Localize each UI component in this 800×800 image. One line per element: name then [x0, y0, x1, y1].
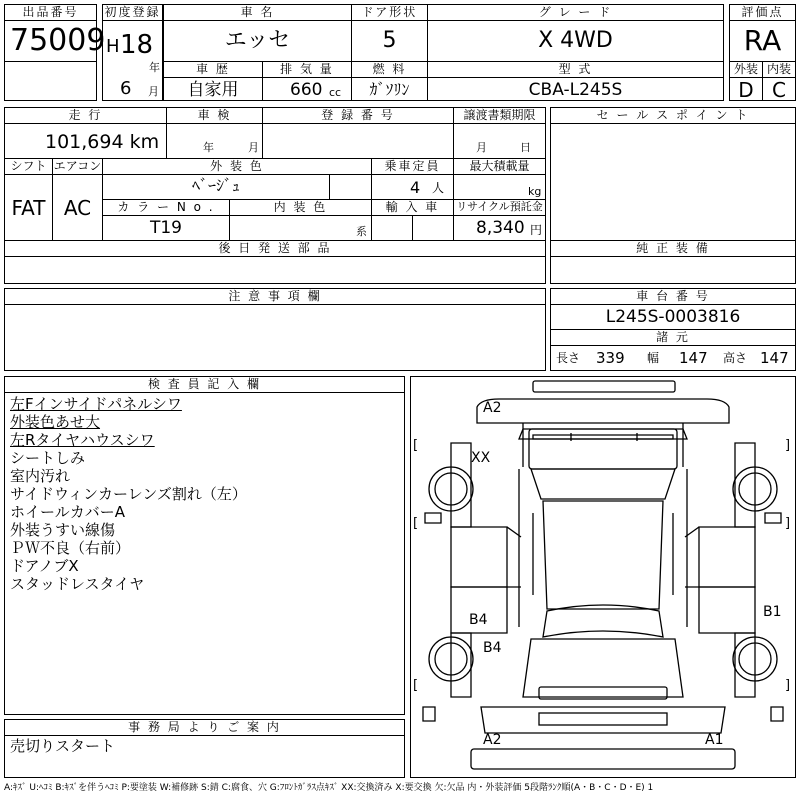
- import-label: 輸 入 車: [371, 199, 454, 216]
- history-label: 車 歴: [163, 61, 263, 78]
- era: H: [106, 36, 120, 57]
- shift-label: シフト: [4, 158, 53, 175]
- month-unit: 月: [148, 85, 159, 98]
- displacement-label: 排 気 量: [262, 61, 352, 78]
- office-label: 事 務 局 よ り ご 案 内: [4, 719, 405, 736]
- reg-month: 6: [120, 78, 132, 99]
- bracket-front-left: [: [413, 438, 419, 453]
- inspection-year-unit: 年: [203, 141, 214, 154]
- displacement-unit: cc: [329, 86, 342, 99]
- car-name: エッセ: [224, 28, 291, 53]
- chassis-number-label: 車 台 番 号: [550, 288, 796, 305]
- inspector-note: 外装色あせ大: [10, 413, 101, 431]
- sales-point-label: セ ー ル ス ポ イ ン ト: [550, 107, 796, 124]
- mileage: 101,694 km: [45, 131, 160, 153]
- inspector-note: 室内汚れ: [10, 467, 71, 485]
- caution-label: 注 意 事 項 欄: [4, 288, 546, 305]
- model-label: 型 式: [427, 61, 724, 78]
- width: 147: [679, 349, 708, 367]
- inspector-note: シートしみ: [10, 449, 86, 467]
- lot-number-label: 出品番号: [4, 4, 97, 21]
- damage-diagram-box: [410, 376, 796, 778]
- interior-color-label: 内 装 色: [229, 199, 372, 216]
- recycle-fee-unit: 円: [530, 223, 543, 237]
- grade: X 4WD: [538, 28, 613, 53]
- first-registration-label: 初度登録: [102, 4, 163, 21]
- capacity: 4: [410, 178, 421, 197]
- registration-number-label: 登 録 番 号: [262, 107, 454, 124]
- capacity-label: 乗車定員: [371, 158, 454, 175]
- score-label: 評価点: [729, 4, 796, 21]
- exterior-grade: D: [738, 78, 754, 102]
- model-code: CBA-L245S: [528, 80, 623, 100]
- legend: A:ｷｽﾞ U:ﾍｺﾐ B:ｷｽﾞを伴うﾍｺﾐ P:要塗装 W:補修跡 S:錆 C:腐食、穴 G:ﾌﾛﾝﾄｶﾞﾗｽ点ｷｽﾞ XX:交換済み X:要交換 欠:欠品 内・外装評価 5段階ﾗﾝｸ順(A・B・C・D・E) 1: [4, 783, 654, 793]
- inspector-label: 検 査 員 記 入 欄: [4, 376, 405, 393]
- grade-label: グ レ ー ド: [427, 4, 724, 21]
- inspection-label: 車 検: [166, 107, 263, 124]
- height-label: 高さ: [723, 351, 748, 365]
- mark-right-rear: B1: [763, 604, 782, 620]
- mark-rear-right: A1: [705, 732, 724, 748]
- inspector-note: 左Rタイヤハウスシワ: [10, 431, 155, 449]
- reg-year: 18: [120, 30, 154, 60]
- mark-rear-left: A2: [483, 732, 502, 748]
- bracket-side-left: [: [413, 516, 419, 531]
- exterior-label: 外装: [729, 61, 763, 78]
- mileage-label: 走 行: [4, 107, 167, 124]
- bracket-rear-left: [: [413, 678, 419, 693]
- bracket-front-right: ]: [785, 438, 791, 453]
- bracket-side-right: ]: [785, 516, 791, 531]
- ac-label: エアコン: [53, 159, 102, 173]
- fuel: ｶﾞｿﾘﾝ: [369, 80, 410, 99]
- door-label: ドア形状: [351, 4, 428, 21]
- length: 339: [596, 349, 625, 367]
- transfer-day-unit: 日: [520, 141, 531, 154]
- car-diagram: [411, 377, 795, 777]
- mark-left-rear-1: B4: [469, 612, 488, 628]
- inspection-month-unit: 月: [248, 141, 259, 154]
- transfer-deadline-label: 譲渡書類期限: [453, 107, 546, 124]
- displacement: 660: [290, 80, 323, 100]
- transfer-month-unit: 月: [476, 141, 487, 154]
- car-name-label: 車 名: [163, 4, 352, 21]
- inspector-note: 左Fインサイドパネルシワ: [10, 395, 182, 413]
- fuel-label: 燃 料: [351, 61, 428, 78]
- year-unit: 年: [149, 61, 160, 74]
- color-number-label: カ ラ ー N o .: [102, 199, 230, 216]
- height: 147: [760, 349, 789, 367]
- mark-front-left: XX: [471, 450, 491, 466]
- lot-number: 75009: [10, 23, 106, 58]
- max-load-label: 最大積載量: [453, 158, 546, 175]
- specs-label: 諸 元: [550, 329, 796, 346]
- inspector-notes: [10, 395, 247, 593]
- color-number: T19: [149, 218, 183, 238]
- exterior-color: ﾍﾞｰｼﾞｭ: [191, 176, 240, 195]
- score: RA: [743, 24, 782, 57]
- width-label: 幅: [647, 351, 660, 365]
- inspector-note: 外装うすい線傷: [10, 521, 116, 539]
- recycle-fee-label: リサイクル預託金: [453, 199, 546, 216]
- inspector-note: ホイールカバーA: [10, 503, 125, 521]
- sales-point-box: [550, 107, 796, 284]
- exterior-color-label: 外 装 色: [102, 158, 372, 175]
- chassis-number: L245S-0003816: [605, 307, 741, 327]
- air-conditioner: AC: [63, 196, 92, 220]
- history: 自家用: [187, 80, 239, 100]
- genuine-equipment-label: 純 正 装 備: [550, 240, 796, 257]
- interior-grade: C: [772, 78, 786, 102]
- bracket-rear-right: ]: [785, 678, 791, 693]
- later-parts-label: 後 日 発 送 部 品: [4, 240, 546, 257]
- inspector-note: スタッドレスタイヤ: [10, 575, 145, 593]
- shift: FAT: [11, 196, 46, 220]
- mark-left-rear-2: B4: [483, 640, 502, 656]
- inspector-note: サイドウィンカーレンズ割れ（左）: [10, 485, 247, 503]
- capacity-unit: 人: [432, 181, 445, 195]
- inspector-note: ドアノブX: [10, 557, 79, 575]
- interior-label: 内装: [762, 61, 796, 78]
- mark-front: A2: [483, 400, 502, 416]
- inspector-note: ＰＷ不良（右前）: [10, 539, 131, 557]
- length-label: 長さ: [556, 351, 581, 365]
- max-load-unit: kg: [528, 185, 542, 198]
- office-message: 売切りスタート: [10, 737, 116, 755]
- recycle-fee: 8,340: [476, 218, 525, 238]
- interior-color-unit: 系: [356, 225, 367, 238]
- door-count: 5: [382, 28, 397, 53]
